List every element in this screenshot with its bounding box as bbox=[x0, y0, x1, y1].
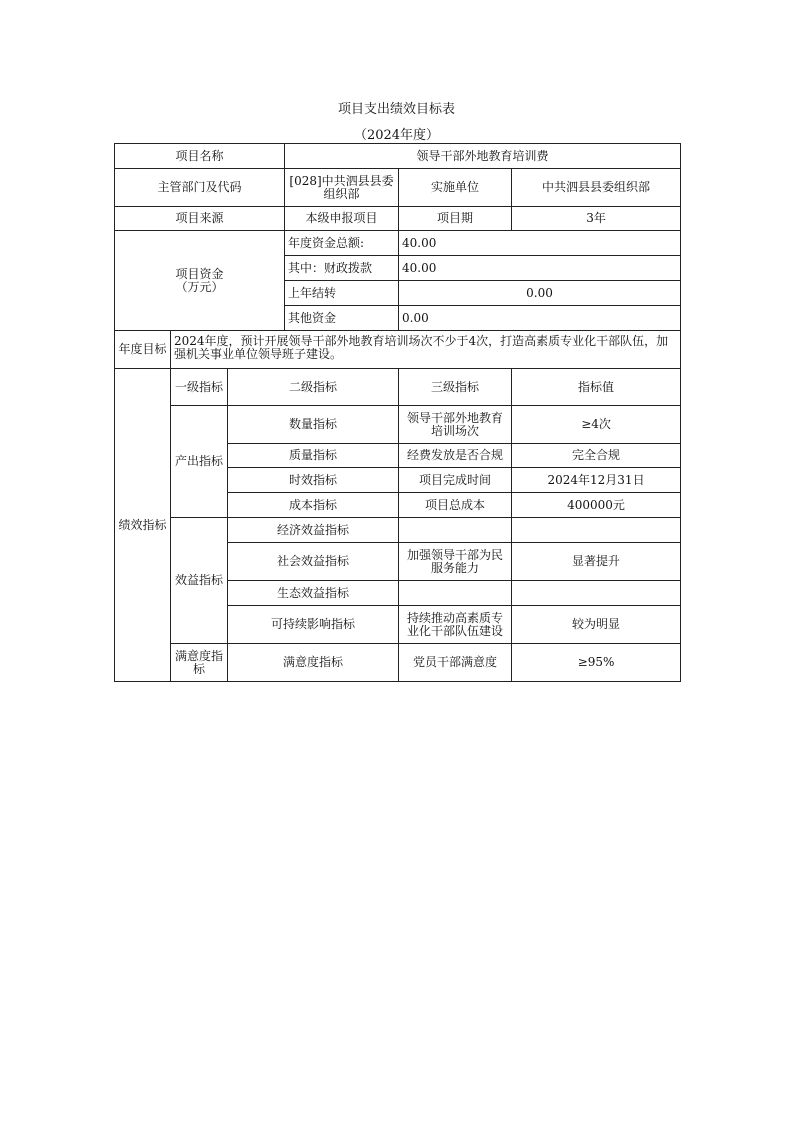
row-source bbox=[115, 207, 681, 231]
fund-total-label: 年度资金总额: bbox=[285, 231, 399, 256]
benefit-indicators-label: 效益指标 bbox=[171, 518, 228, 644]
row-project-name bbox=[115, 144, 681, 169]
fund-other-label: 其他资金 bbox=[285, 306, 399, 331]
level2-cell: 数量指标 bbox=[228, 406, 399, 444]
level3-cell: 加强领导干部为民服务能力 bbox=[399, 543, 512, 581]
table-row bbox=[115, 644, 681, 682]
department-label: 主管部门及代码 bbox=[115, 169, 285, 207]
row-perf-header bbox=[115, 369, 681, 406]
project-name-label: 项目名称 bbox=[115, 144, 285, 169]
level3-cell: 项目总成本 bbox=[399, 493, 512, 518]
fund-fiscal-label: 其中：财政拨款 bbox=[285, 256, 399, 281]
fund-other-value: 0.00 bbox=[399, 306, 681, 331]
value-cell: 2024年12月31日 bbox=[512, 468, 681, 493]
value-cell: ≥4次 bbox=[512, 406, 681, 444]
performance-table bbox=[114, 143, 681, 682]
project-period-label: 项目期 bbox=[399, 207, 512, 231]
level2-cell: 经济效益指标 bbox=[228, 518, 399, 543]
level2-cell: 社会效益指标 bbox=[228, 543, 399, 581]
level3-cell: 持续推动高素质专业化干部队伍建设 bbox=[399, 606, 512, 644]
row-annual-goal bbox=[115, 331, 681, 369]
project-funds-unit: （万元） bbox=[175, 279, 224, 294]
level3-cell bbox=[399, 518, 512, 543]
level2-cell: 时效指标 bbox=[228, 468, 399, 493]
level2-cell: 成本指标 bbox=[228, 493, 399, 518]
level2-cell: 质量指标 bbox=[228, 444, 399, 468]
value-cell: ≥95% bbox=[512, 644, 681, 682]
project-name-value: 领导干部外地教育培训费 bbox=[285, 144, 681, 169]
project-source-label: 项目来源 bbox=[115, 207, 285, 231]
project-source-value: 本级申报项目 bbox=[285, 207, 399, 231]
level3-cell: 领导干部外地教育培训场次 bbox=[399, 406, 512, 444]
level2-cell: 满意度指标 bbox=[228, 644, 399, 682]
value-cell bbox=[512, 518, 681, 543]
value-cell: 显著提升 bbox=[512, 543, 681, 581]
implementing-unit-label: 实施单位 bbox=[399, 169, 512, 207]
header-level3: 三级指标 bbox=[399, 369, 512, 406]
fund-carryover-label: 上年结转 bbox=[285, 281, 399, 306]
row-department bbox=[115, 169, 681, 207]
level3-cell: 党员干部满意度 bbox=[399, 644, 512, 682]
performance-indicators-label: 绩效指标 bbox=[115, 369, 171, 682]
fund-total-value: 40.00 bbox=[399, 231, 681, 256]
satisfaction-indicators-label: 满意度指标 bbox=[171, 644, 228, 682]
table-row bbox=[115, 406, 681, 444]
level3-cell bbox=[399, 581, 512, 606]
table-row bbox=[115, 518, 681, 543]
annual-goal-text: 2024年度，预计开展领导干部外地教育培训场次不少于4次，打造高素质专业化干部队伍，加强机关事业单位领导班子建设。 bbox=[171, 331, 681, 369]
header-level2: 二级指标 bbox=[228, 369, 399, 406]
output-indicators-label: 产出指标 bbox=[171, 406, 228, 518]
department-value: [028]中共泗县县委组织部 bbox=[285, 169, 399, 207]
level2-cell: 可持续影响指标 bbox=[228, 606, 399, 644]
value-cell: 完全合规 bbox=[512, 444, 681, 468]
document-title: 项目支出绩效目标表 bbox=[337, 102, 455, 117]
value-cell: 400000元 bbox=[512, 493, 681, 518]
level3-cell: 经费发放是否合规 bbox=[399, 444, 512, 468]
project-period-value: 3年 bbox=[512, 207, 681, 231]
value-cell bbox=[512, 581, 681, 606]
project-funds-title: 项目资金 bbox=[175, 266, 224, 281]
level2-cell: 生态效益指标 bbox=[228, 581, 399, 606]
document-year: （2024年度） bbox=[353, 128, 440, 143]
annual-goal-label: 年度目标 bbox=[115, 331, 171, 369]
project-funds-label bbox=[115, 231, 285, 331]
value-cell: 较为明显 bbox=[512, 606, 681, 644]
row-fund-total bbox=[115, 231, 681, 256]
header-level1: 一级指标 bbox=[171, 369, 228, 406]
header-value: 指标值 bbox=[512, 369, 681, 406]
fund-carryover-value: 0.00 bbox=[399, 281, 681, 306]
fund-fiscal-value: 40.00 bbox=[399, 256, 681, 281]
level3-cell: 项目完成时间 bbox=[399, 468, 512, 493]
implementing-unit-value: 中共泗县县委组织部 bbox=[512, 169, 681, 207]
